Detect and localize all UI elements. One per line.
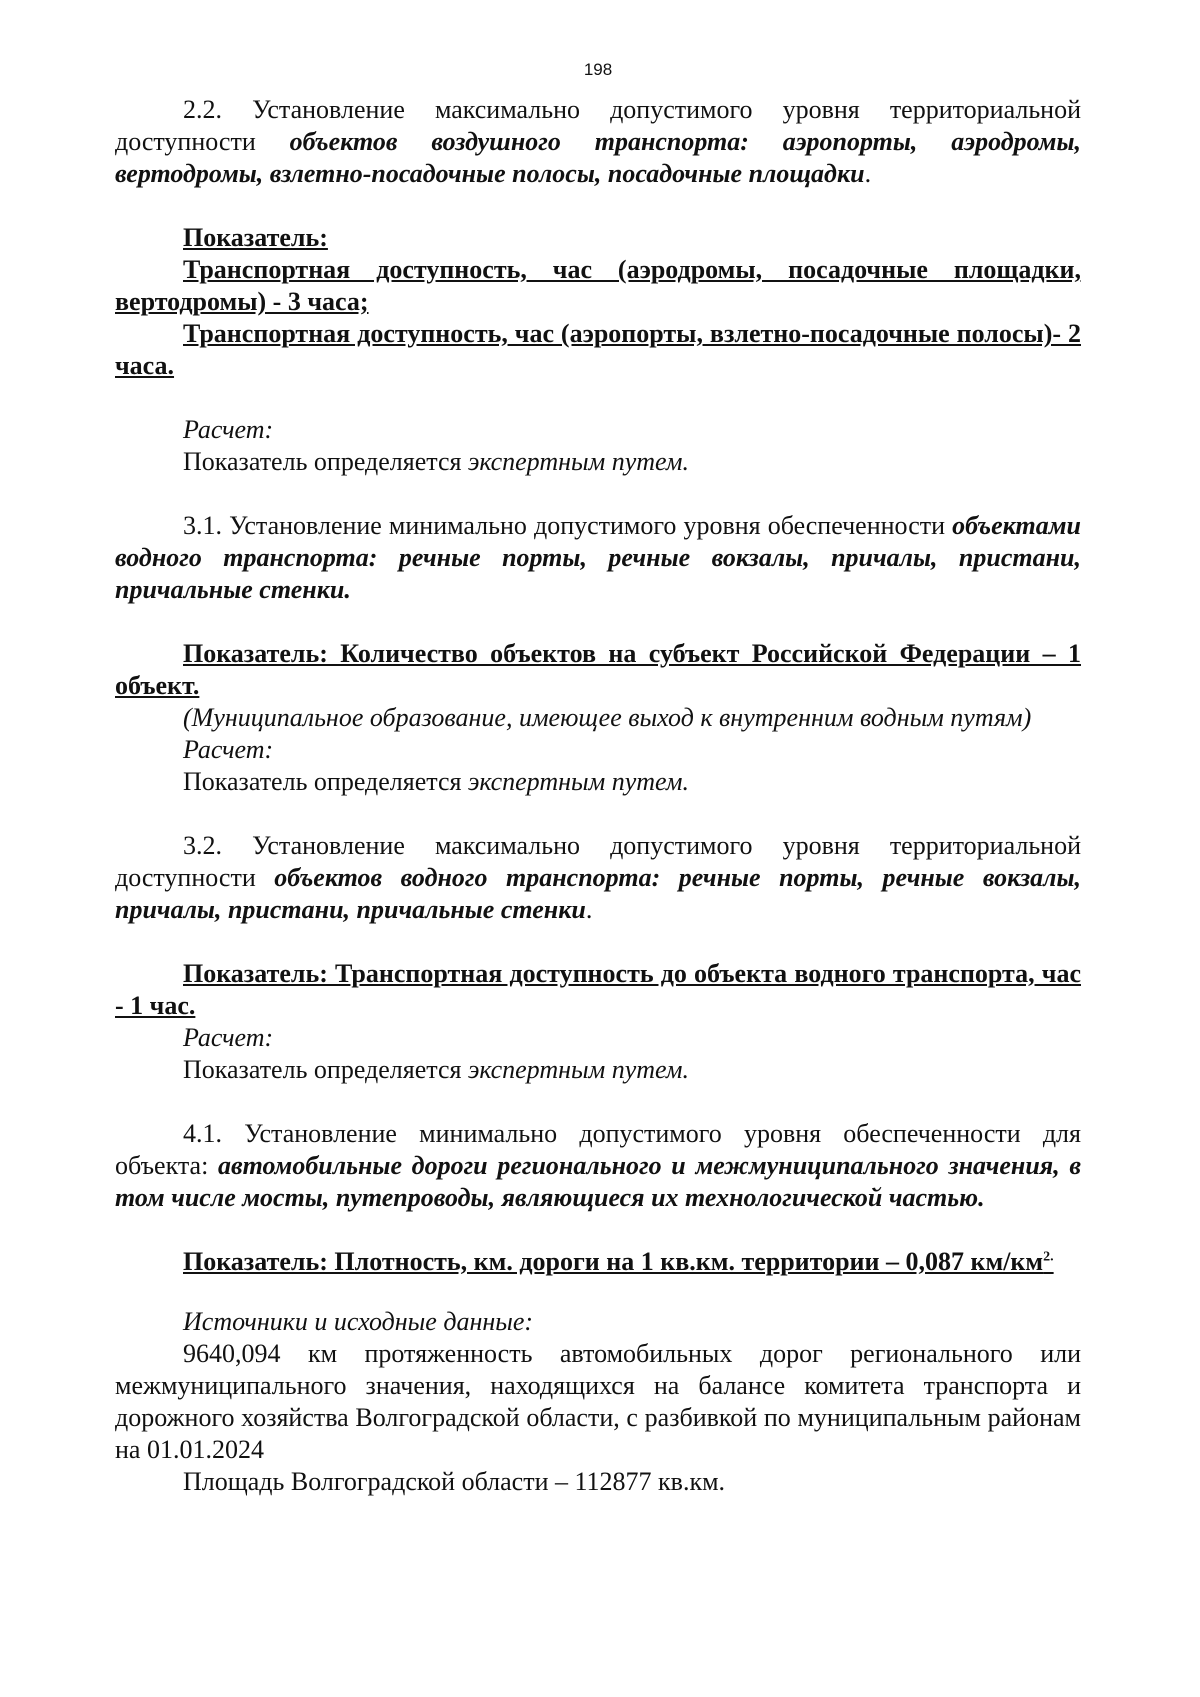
calc-label: Расчет: — [183, 415, 274, 444]
indicator-line-2: Транспортная доступность, час (аэропорты, взлетно-посадочные полосы)- 2 часа. — [115, 319, 1081, 380]
section-2-2-intro — [115, 94, 1081, 190]
indicator-4-1-text: Показатель: Плотность, км. дороги на 1 кв.км. территории – 0,087 км/км — [183, 1247, 1044, 1276]
calc-text-emph: экспертным путем. — [467, 447, 690, 476]
section-3-2-intro — [115, 830, 1081, 926]
indicator-4-1-sup: 2. — [1043, 1249, 1054, 1265]
section-3-1-intro — [115, 510, 1081, 606]
section-3-2-end: . — [585, 895, 593, 924]
indicator-line-1: Транспортная доступность, час (аэродромы, посадочные площадки, вертодромы) - 3 часа; — [115, 255, 1081, 316]
calc-text — [115, 1054, 1081, 1086]
indicator-4-1 — [115, 1246, 1081, 1278]
section-2-2-end: . — [864, 159, 872, 188]
section-2-2-lead: 2.2. Установление максимально допустимого уровня территориальной доступности — [115, 95, 1081, 156]
section-4-1-objects: автомобильные дороги регионального и межмуниципального значения, в том числе мосты, путепроводы, являющиеся их технологической частью. — [115, 1151, 1081, 1212]
calc-text-main: Показатель определяется — [183, 1055, 468, 1084]
calc-label: Расчет: — [183, 735, 274, 764]
page-number: 198 — [583, 60, 613, 79]
section-3-1-objects: объектами водного транспорта: речные порты, речные вокзалы, причалы, пристани, причальные стенки. — [115, 511, 1081, 604]
indicator-heading: Показатель: — [183, 223, 328, 252]
calc-text — [115, 446, 1081, 478]
indicator-3-2: Показатель: Транспортная доступность до объекта водного транспорта, час - 1 час. — [115, 959, 1081, 1020]
section-3-2-lead: 3.2. Установление максимально допустимого уровня территориальной доступности — [115, 831, 1081, 892]
document-page — [115, 60, 1081, 1498]
note-3-1: (Муниципальное образование, имеющее выход к внутренним водным путям) — [183, 703, 1032, 732]
section-2-2-objects: объектов воздушного транспорта: аэропорты, аэродромы, вертодромы, взлетно-посадочные полосы, посадочные площадки — [115, 127, 1081, 188]
calc-text-main: Показатель определяется — [183, 767, 468, 796]
calc-text-emph: экспертным путем. — [467, 1055, 690, 1084]
sources-label: Источники и исходные данные: — [183, 1307, 534, 1336]
calc-text — [115, 766, 1081, 798]
indicator-3-1: Показатель: Количество объектов на субъект Российской Федерации – 1 объект. — [115, 639, 1081, 700]
calc-text-main: Показатель определяется — [183, 447, 468, 476]
source-road-length: 9640,094 км протяженность автомобильных дорог регионального или межмуниципального значения, находящихся на балансе комитета транспорта и дорожного хозяйства Волгоградской области, с разбивкой по муниципальным районам на 01.01.2024 — [115, 1339, 1081, 1464]
calc-label: Расчет: — [183, 1023, 274, 1052]
section-3-2-objects: объектов водного транспорта: речные порты, речные вокзалы, причалы, пристани, причальные стенки — [115, 863, 1081, 924]
section-3-1-lead: 3.1. Установление минимально допустимого уровня обеспеченности — [183, 511, 953, 540]
calc-text-emph: экспертным путем. — [467, 767, 690, 796]
section-4-1-intro — [115, 1118, 1081, 1214]
source-region-area: Площадь Волгоградской области – 112877 кв.км. — [183, 1467, 726, 1496]
section-4-1-lead: 4.1. Установление минимально допустимого уровня обеспеченности для объекта: — [115, 1119, 1081, 1180]
